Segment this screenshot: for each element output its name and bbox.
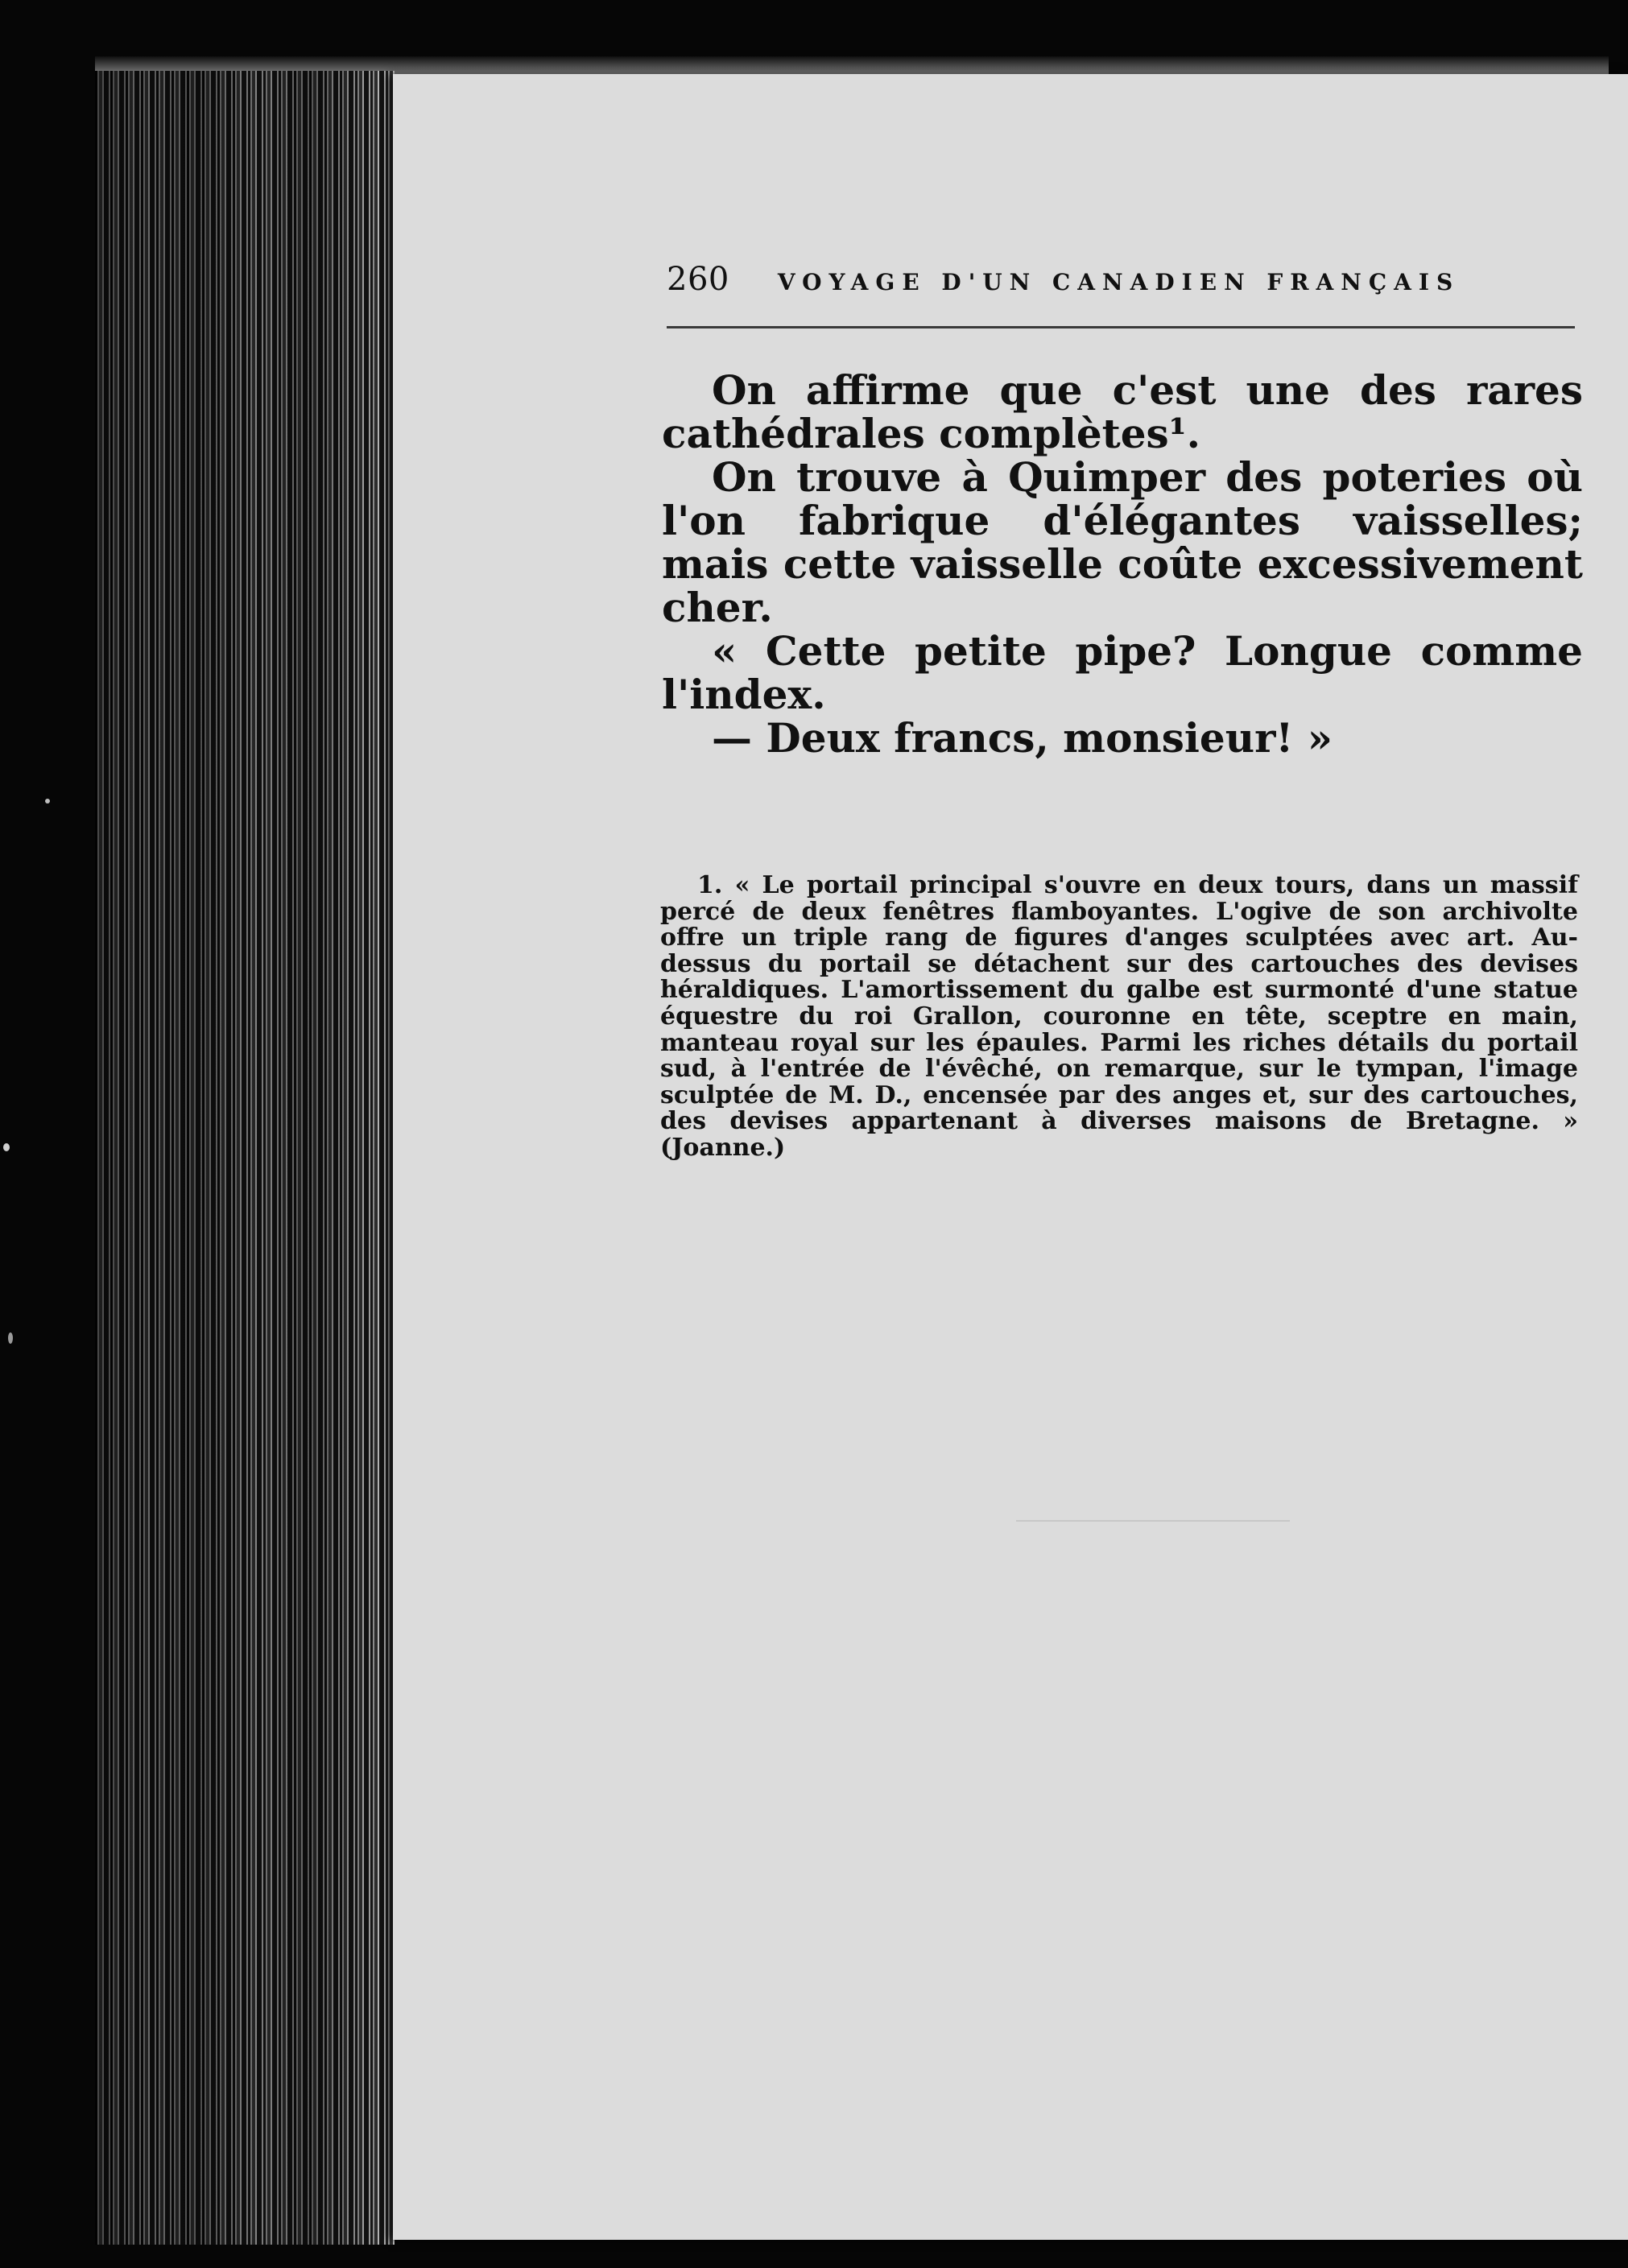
running-title: VOYAGE D'UN CANADIEN FRANÇAIS bbox=[777, 269, 1461, 295]
footnote: 1. « Le portail principal s'ouvre en deux tours, dans un massif percé de deux fenêtres flamboyantes. L'ogive de son archivolte offre un triple rang de figures d'anges sculptées avec art. Au-dessus du portail se détachent sur des cartouches des devises héraldiques. L'amortissement du galbe est surmonté d'une statue équestre du roi Grallon, couronne en tête, sceptre en main, manteau royal sur les épaules. Parmi les riches détails du portail sud, à l'entrée de l'évêché, on remarque, sur le tympan, l'image sculptée de M. D., encensée par des anges et, sur des cartouches, des devises appartenant à diverses maisons de Bretagne. » (Joanne.) bbox=[660, 871, 1578, 1162]
page-number: 260 bbox=[667, 261, 729, 298]
dialogue-line: — Deux francs, monsieur! » bbox=[712, 714, 1333, 762]
dialogue-line: « Cette petite pipe? Longue comme l'index. bbox=[662, 627, 1583, 718]
scan-speck bbox=[8, 1332, 13, 1344]
scan-speck bbox=[45, 799, 50, 804]
main-text bbox=[662, 366, 1583, 762]
scan-speck bbox=[3, 1143, 10, 1151]
header-rule bbox=[667, 326, 1575, 328]
paragraph: On trouve à Quimper des poteries où l'on fabrique d'élégantes vaisselles; mais cette vaisselle coûte excessivement cher. bbox=[662, 453, 1583, 631]
paragraph: On affirme que c'est une des rares cathédrales complètes¹. bbox=[662, 366, 1583, 457]
scan-artifact bbox=[1016, 1520, 1290, 1522]
page-stack-edge bbox=[95, 71, 395, 2245]
running-head bbox=[667, 261, 1593, 301]
